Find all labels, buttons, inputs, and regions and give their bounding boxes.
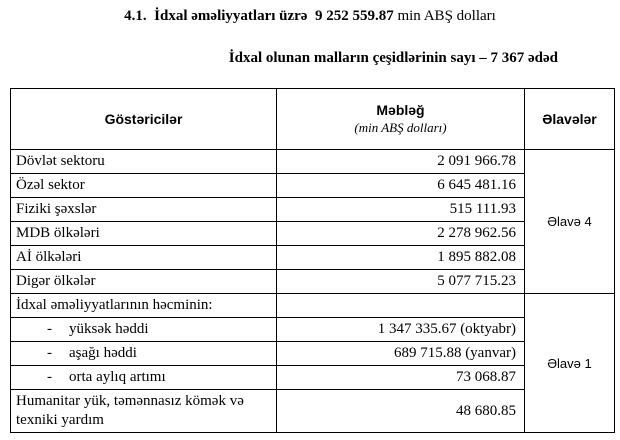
heading-unit: min ABŞ dolları: [397, 8, 496, 24]
table-row: [11, 270, 615, 294]
row-label: Fiziki şəxslər: [11, 198, 277, 222]
section-heading: [0, 8, 620, 25]
volume-item-dash: -: [47, 369, 52, 385]
volume-item-label: orta aylıq artımı: [69, 369, 166, 385]
volume-item-dash: -: [47, 345, 52, 361]
table-row: [11, 150, 615, 174]
row-value: 1 895 882.08: [277, 246, 525, 270]
header-amount-label: Məbləğ: [376, 102, 425, 118]
volume-item: [11, 342, 277, 366]
heading-number: 4.1.: [124, 8, 147, 24]
table-row: [11, 318, 615, 342]
table-row: [11, 366, 615, 390]
table-row: [11, 198, 615, 222]
volume-item-label: aşağı həddi: [69, 345, 137, 361]
heading-amount: 9 252 559.87: [314, 8, 394, 24]
appendix-cell-4: Əlavə 4: [525, 150, 615, 294]
row-value: 2 278 962.56: [277, 222, 525, 246]
header-indicators: Göstəricilər: [11, 89, 277, 150]
table-row: [11, 174, 615, 198]
table-row: [11, 390, 615, 433]
row-value: 515 111.93: [277, 198, 525, 222]
appendix-cell-1: Əlavə 1: [525, 294, 615, 433]
row-label: MDB ölkələri: [11, 222, 277, 246]
volume-item: [11, 318, 277, 342]
table-row: [11, 246, 615, 270]
import-table: [10, 88, 615, 433]
table-row: [11, 294, 615, 318]
humanitarian-label: Humanitar yük, təmənnasız kömək və texniki yardım: [11, 390, 277, 433]
volume-item-value: 73 068.87: [277, 366, 525, 390]
volume-item-value: 689 715.88 (yanvar): [277, 342, 525, 366]
row-value: 2 091 966.78: [277, 150, 525, 174]
header-amount: [277, 89, 525, 150]
row-label: Dövlət sektoru: [11, 150, 277, 174]
row-value: 5 077 715.23: [277, 270, 525, 294]
header-appendix: Əlavələr: [525, 89, 615, 150]
row-label: Aİ ölkələri: [11, 246, 277, 270]
table-header-row: [11, 89, 615, 150]
row-label: Özəl sektor: [11, 174, 277, 198]
volume-title: İdxal əməliyyatlarının həcminin:: [11, 294, 277, 318]
volume-item-value: 1 347 335.67 (oktyabr): [277, 318, 525, 342]
heading-title: İdxal əməliyyatları üzrə: [154, 8, 308, 24]
table-row: [11, 342, 615, 366]
subheading: İdxal olunan malların çeşidlərinin sayı – 7 367 ədəd: [228, 50, 558, 66]
header-amount-unit: (min ABŞ dolları): [354, 120, 447, 135]
volume-item-dash: -: [47, 321, 52, 337]
row-value-empty: [277, 294, 525, 318]
table-row: [11, 222, 615, 246]
row-label: Digər ölkələr: [11, 270, 277, 294]
volume-item: [11, 366, 277, 390]
humanitarian-value: 48 680.85: [277, 390, 525, 433]
volume-item-label: yüksək həddi: [69, 321, 149, 337]
row-value: 6 645 481.16: [277, 174, 525, 198]
